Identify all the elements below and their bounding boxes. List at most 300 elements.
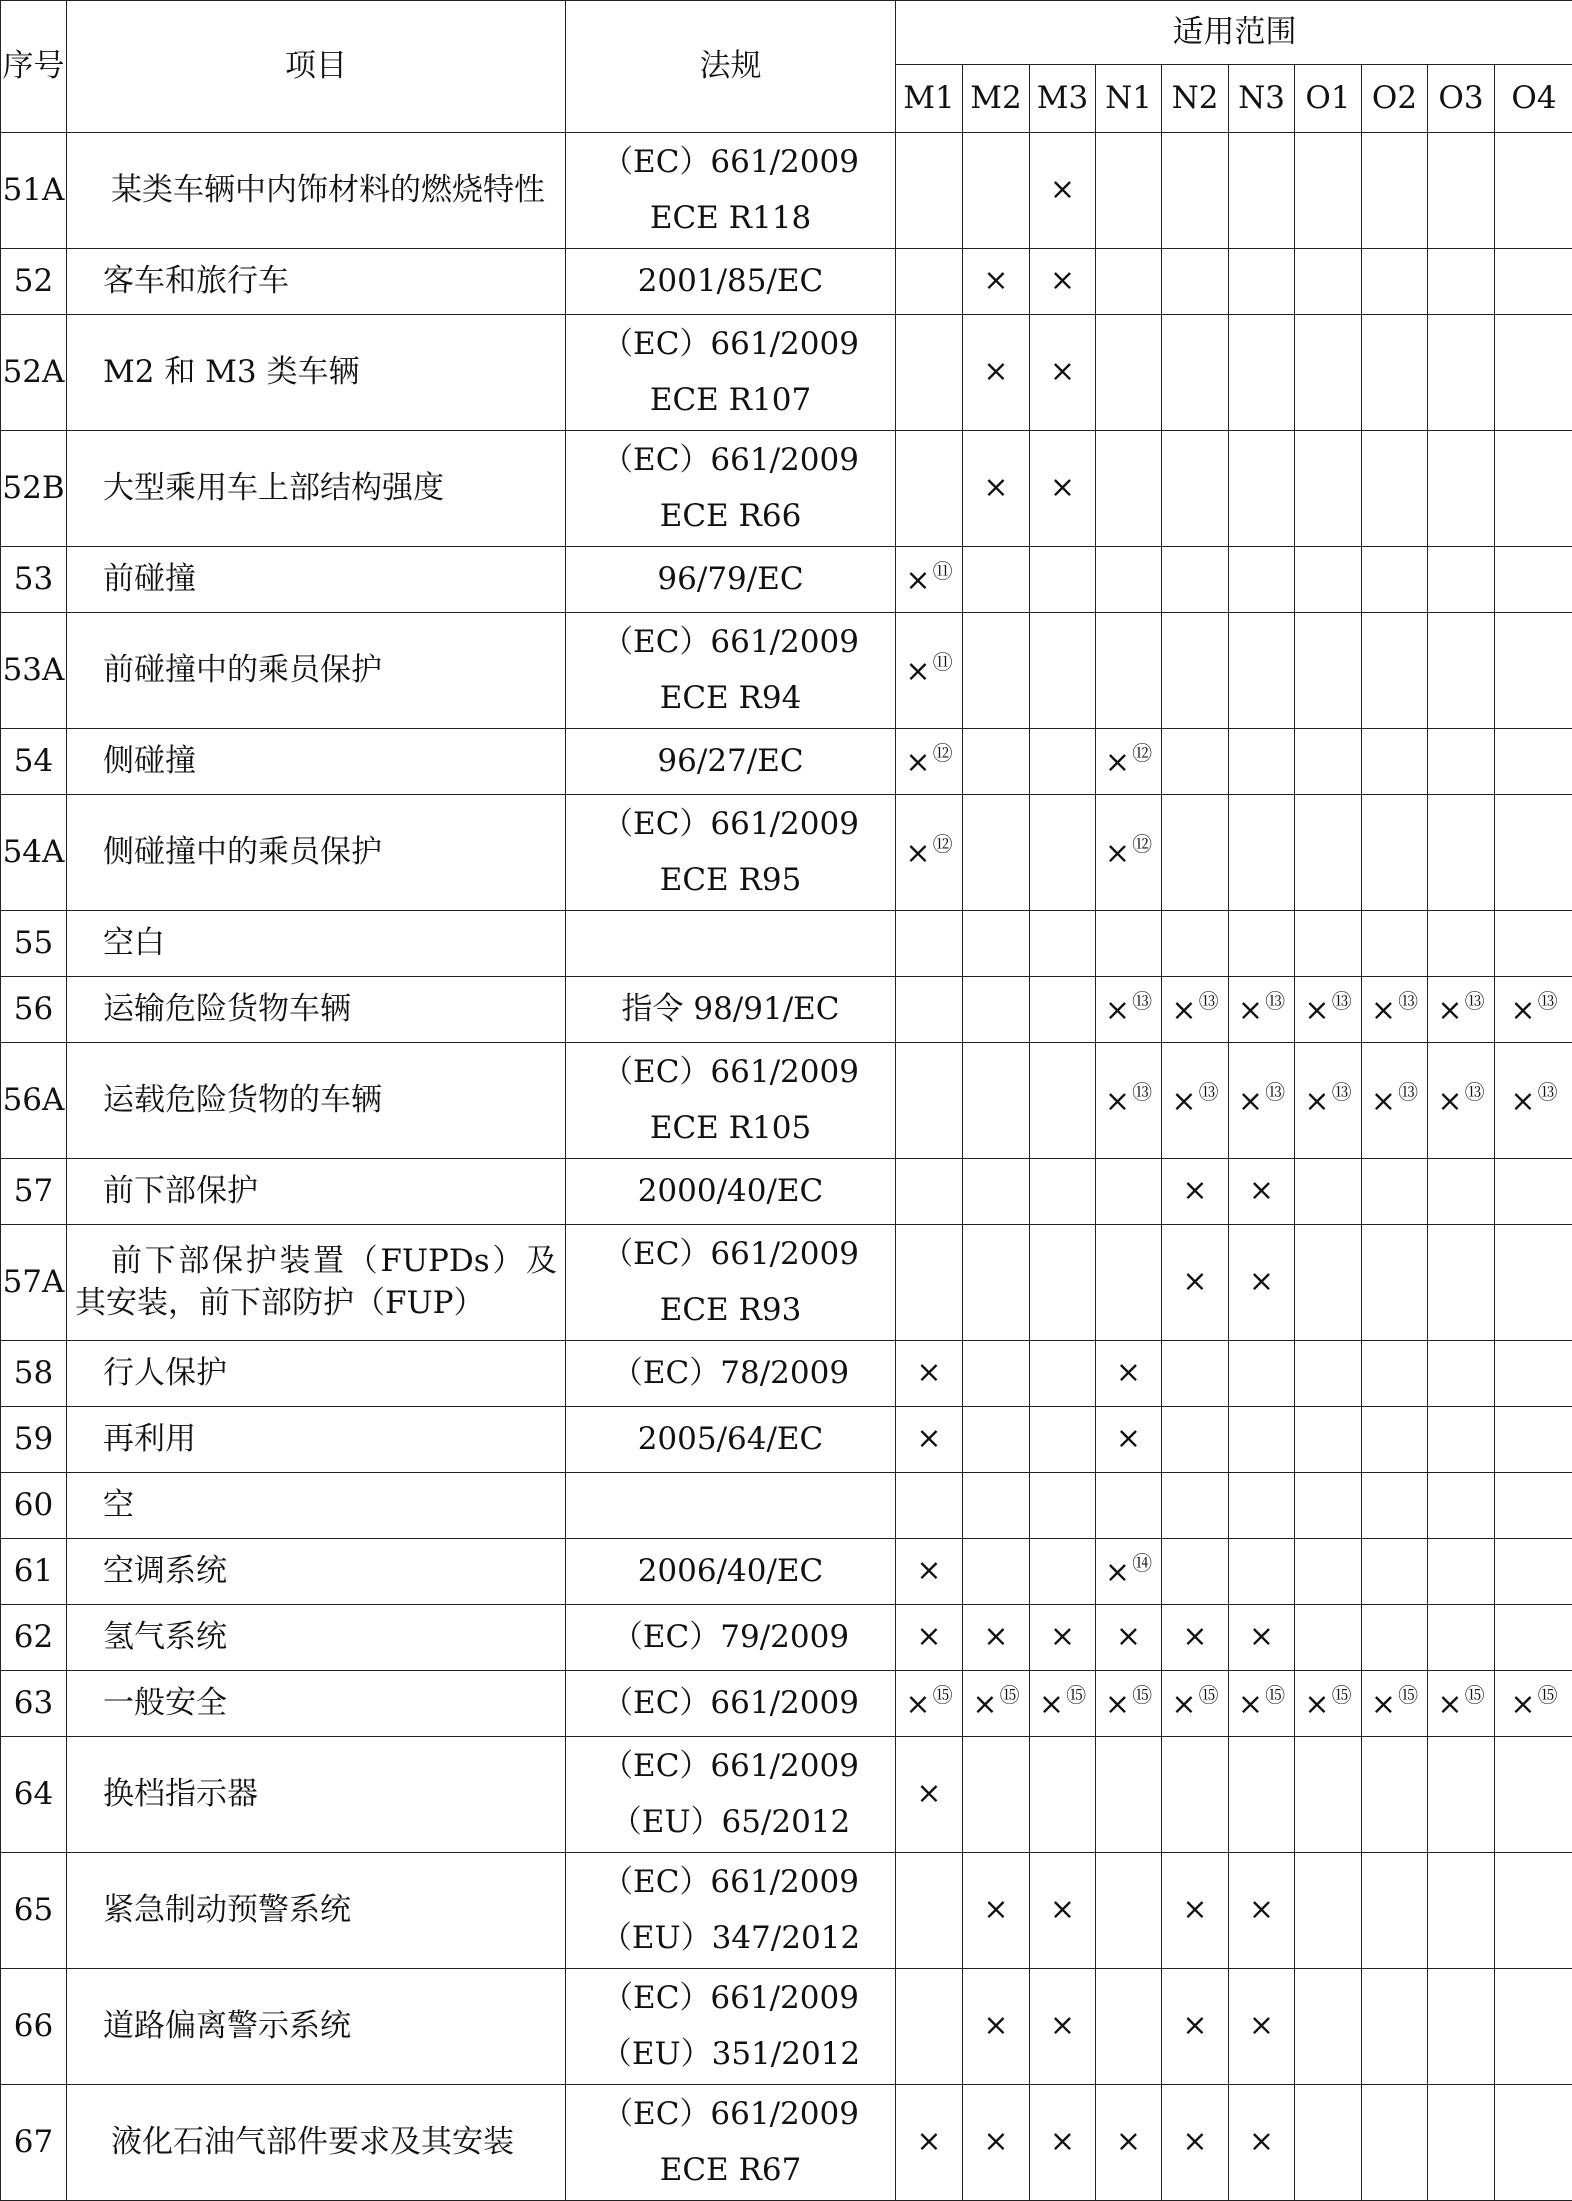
- applicability-cell: [1030, 1341, 1096, 1407]
- applicability-cell: [1362, 1159, 1428, 1225]
- applicability-cell: [1229, 729, 1295, 795]
- applicability-cell: [1030, 1043, 1096, 1159]
- row-number: 53: [1, 547, 67, 613]
- header-category: M3: [1030, 65, 1096, 133]
- applicability-cell: [1096, 1341, 1162, 1407]
- header-category: N2: [1162, 65, 1229, 133]
- footnote-ref: ⑮: [1000, 1683, 1020, 1707]
- law-line: ECE R67: [566, 2143, 895, 2199]
- applicability-cell: [896, 1341, 963, 1407]
- applicability-cell: [1229, 613, 1295, 729]
- applicability-cell: [1495, 1225, 1572, 1341]
- footnote-ref: ⑬: [1265, 1080, 1285, 1104]
- row-item: 空白: [67, 911, 566, 977]
- applicability-cell: [1362, 1737, 1428, 1853]
- footnote-ref: ⑬: [1398, 1080, 1418, 1104]
- table-row: [1, 431, 1572, 547]
- applicability-cell: [1428, 1407, 1495, 1473]
- footnote-ref: ⑮: [1398, 1683, 1418, 1707]
- row-law: [566, 1043, 896, 1159]
- row-law: [566, 547, 896, 613]
- applicability-cell: [1295, 729, 1362, 795]
- applicability-cell: [896, 729, 963, 795]
- applicability-cell: [1362, 1341, 1428, 1407]
- applicability-mark: ×: [1105, 1687, 1130, 1722]
- applicability-cell: [963, 613, 1030, 729]
- applicability-cell: [1162, 249, 1229, 315]
- applicability-cell: [1362, 977, 1428, 1043]
- applicability-cell: [1295, 977, 1362, 1043]
- table-row: [1, 1159, 1572, 1225]
- applicability-mark: ×: [1249, 1173, 1274, 1208]
- applicability-mark: ×: [1050, 2124, 1075, 2159]
- applicability-cell: [1096, 1671, 1162, 1737]
- footnote-ref: ⑮: [933, 1683, 953, 1707]
- footnote-ref: ⑬: [1538, 989, 1558, 1013]
- applicability-cell: [1162, 431, 1229, 547]
- applicability-cell: [1229, 431, 1295, 547]
- applicability-mark: ×: [1050, 263, 1075, 298]
- applicability-cell: [1295, 1473, 1362, 1539]
- applicability-mark: ×: [1510, 993, 1535, 1028]
- applicability-cell: [1030, 1225, 1096, 1341]
- law-line: （EC）661/2009: [566, 1971, 895, 2027]
- law-line: （EC）79/2009: [566, 1610, 895, 1666]
- applicability-cell: [963, 1225, 1030, 1341]
- applicability-mark: ×: [1371, 1084, 1396, 1119]
- row-law: [566, 795, 896, 911]
- applicability-cell: [1295, 1043, 1362, 1159]
- applicability-mark: ×: [1050, 172, 1075, 207]
- applicability-cell: [1030, 1671, 1096, 1737]
- row-law: [566, 431, 896, 547]
- law-line: 96/27/EC: [566, 734, 895, 790]
- applicability-mark: ×: [983, 1892, 1008, 1927]
- applicability-cell: [1030, 1853, 1096, 1969]
- law-line: ECE R66: [566, 489, 895, 545]
- law-line: （EC）661/2009: [566, 1855, 895, 1911]
- applicability-cell: [1096, 613, 1162, 729]
- row-law: [566, 911, 896, 977]
- footnote-ref: ⑬: [1398, 989, 1418, 1013]
- footnote-ref: ⑬: [1332, 1080, 1352, 1104]
- row-number: 60: [1, 1473, 67, 1539]
- applicability-cell: [963, 249, 1030, 315]
- applicability-cell: [1030, 729, 1096, 795]
- applicability-cell: [1096, 1737, 1162, 1853]
- applicability-cell: [1030, 1737, 1096, 1853]
- row-item: 空: [67, 1473, 566, 1539]
- row-item: 侧碰撞中的乘员保护: [67, 795, 566, 911]
- table-row: [1, 1043, 1572, 1159]
- applicability-mark: ×: [1304, 1687, 1329, 1722]
- applicability-cell: [1362, 1539, 1428, 1605]
- applicability-mark: ×: [905, 745, 930, 780]
- applicability-cell: [1229, 2085, 1295, 2201]
- applicability-cell: [1030, 2085, 1096, 2201]
- applicability-cell: [1096, 315, 1162, 431]
- footnote-ref: ⑫: [933, 741, 953, 765]
- header-no: 序号: [1, 1, 67, 133]
- applicability-cell: [1295, 1671, 1362, 1737]
- applicability-cell: [1495, 1407, 1572, 1473]
- applicability-cell: [896, 1737, 963, 1853]
- applicability-cell: [1162, 315, 1229, 431]
- law-line: （EC）661/2009: [566, 797, 895, 853]
- applicability-mark: ×: [916, 1355, 941, 1390]
- applicability-cell: [1362, 729, 1428, 795]
- applicability-cell: [1428, 249, 1495, 315]
- applicability-cell: [1428, 729, 1495, 795]
- applicability-cell: [1229, 1159, 1295, 1225]
- applicability-cell: [1229, 1539, 1295, 1605]
- row-number: 52B: [1, 431, 67, 547]
- footnote-ref: ⑮: [1465, 1683, 1485, 1707]
- row-law: [566, 1225, 896, 1341]
- applicability-mark: ×: [1510, 1084, 1535, 1119]
- row-number: 56A: [1, 1043, 67, 1159]
- applicability-cell: [1229, 1043, 1295, 1159]
- applicability-cell: [1428, 911, 1495, 977]
- applicability-cell: [1229, 911, 1295, 977]
- footnote-ref: ⑭: [1132, 1551, 1152, 1575]
- footnote-ref: ⑮: [1265, 1683, 1285, 1707]
- applicability-cell: [1428, 1043, 1495, 1159]
- applicability-cell: [963, 547, 1030, 613]
- applicability-cell: [896, 547, 963, 613]
- applicability-cell: [1295, 431, 1362, 547]
- applicability-cell: [1495, 315, 1572, 431]
- applicability-cell: [1295, 315, 1362, 431]
- applicability-mark: ×: [916, 1553, 941, 1588]
- applicability-cell: [896, 1539, 963, 1605]
- applicability-cell: [1162, 613, 1229, 729]
- table-row: [1, 795, 1572, 911]
- table-row: [1, 911, 1572, 977]
- applicability-cell: [1096, 249, 1162, 315]
- row-item: 空调系统: [67, 1539, 566, 1605]
- row-number: 64: [1, 1737, 67, 1853]
- table-row: [1, 249, 1572, 315]
- applicability-cell: [1295, 1737, 1362, 1853]
- applicability-cell: [1096, 1159, 1162, 1225]
- applicability-cell: [1229, 1407, 1295, 1473]
- table-body: [1, 133, 1572, 2201]
- applicability-cell: [1229, 133, 1295, 249]
- applicability-cell: [1295, 1341, 1362, 1407]
- applicability-mark: ×: [1238, 993, 1263, 1028]
- row-number: 57: [1, 1159, 67, 1225]
- applicability-mark: ×: [1171, 1084, 1196, 1119]
- row-item: M2 和 M3 类车辆: [67, 315, 566, 431]
- applicability-cell: [1162, 795, 1229, 911]
- applicability-cell: [1295, 2085, 1362, 2201]
- applicability-cell: [1030, 1473, 1096, 1539]
- row-item: 一般安全: [67, 1671, 566, 1737]
- applicability-cell: [1428, 2085, 1495, 2201]
- applicability-cell: [963, 1605, 1030, 1671]
- applicability-cell: [1428, 547, 1495, 613]
- applicability-mark: ×: [1304, 993, 1329, 1028]
- law-line: （EU）65/2012: [566, 1795, 895, 1851]
- applicability-cell: [963, 1043, 1030, 1159]
- footnote-ref: ⑬: [1132, 989, 1152, 1013]
- applicability-mark: ×: [1116, 2124, 1141, 2159]
- footnote-ref: ⑮: [1132, 1683, 1152, 1707]
- law-line: （EC）661/2009: [566, 1045, 895, 1101]
- applicability-cell: [1030, 249, 1096, 315]
- applicability-cell: [1428, 1159, 1495, 1225]
- law-line: ECE R93: [566, 1283, 895, 1339]
- applicability-cell: [1362, 911, 1428, 977]
- applicability-cell: [963, 1853, 1030, 1969]
- applicability-cell: [1428, 1969, 1495, 2085]
- row-law: [566, 1341, 896, 1407]
- applicability-cell: [1495, 1539, 1572, 1605]
- applicability-cell: [963, 1407, 1030, 1473]
- applicability-cell: [1096, 795, 1162, 911]
- applicability-cell: [1362, 431, 1428, 547]
- row-number: 65: [1, 1853, 67, 1969]
- applicability-mark: ×: [983, 2124, 1008, 2159]
- row-item: 侧碰撞: [67, 729, 566, 795]
- table-row: [1, 315, 1572, 431]
- applicability-cell: [1295, 1853, 1362, 1969]
- row-item: 客车和旅行车: [67, 249, 566, 315]
- law-line: ECE R118: [566, 191, 895, 247]
- applicability-mark: ×: [1050, 2008, 1075, 2043]
- row-number: 55: [1, 911, 67, 977]
- applicability-cell: [1428, 613, 1495, 729]
- applicability-cell: [1162, 729, 1229, 795]
- applicability-cell: [1428, 133, 1495, 249]
- applicability-cell: [1295, 249, 1362, 315]
- table-row: [1, 1605, 1572, 1671]
- applicability-cell: [1495, 911, 1572, 977]
- law-line: （EC）661/2009: [566, 433, 895, 489]
- applicability-cell: [1162, 1225, 1229, 1341]
- applicability-cell: [896, 1407, 963, 1473]
- law-line: （EC）661/2009: [566, 317, 895, 373]
- footnote-ref: ⑬: [1199, 1080, 1219, 1104]
- applicability-cell: [1362, 795, 1428, 911]
- footnote-ref: ⑮: [1199, 1683, 1219, 1707]
- row-item: 运输危险货物车辆: [67, 977, 566, 1043]
- applicability-cell: [1096, 1043, 1162, 1159]
- applicability-cell: [1295, 1407, 1362, 1473]
- law-line: （EC）661/2009: [566, 615, 895, 671]
- applicability-cell: [963, 977, 1030, 1043]
- footnote-ref: ⑫: [1132, 832, 1152, 856]
- law-line: 2001/85/EC: [566, 254, 895, 310]
- applicability-mark: ×: [916, 1619, 941, 1654]
- applicability-cell: [1362, 1225, 1428, 1341]
- applicability-mark: ×: [1182, 1264, 1207, 1299]
- applicability-cell: [896, 1225, 963, 1341]
- applicability-cell: [1495, 1671, 1572, 1737]
- applicability-mark: ×: [1050, 470, 1075, 505]
- applicability-cell: [1295, 1605, 1362, 1671]
- applicability-cell: [1495, 1473, 1572, 1539]
- applicability-mark: ×: [1249, 2008, 1274, 2043]
- applicability-cell: [1362, 1407, 1428, 1473]
- applicability-mark: ×: [1171, 993, 1196, 1028]
- applicability-cell: [1096, 729, 1162, 795]
- applicability-cell: [1229, 1605, 1295, 1671]
- row-law: [566, 977, 896, 1043]
- applicability-cell: [1229, 977, 1295, 1043]
- applicability-cell: [1428, 977, 1495, 1043]
- applicability-mark: ×: [1116, 1619, 1141, 1654]
- applicability-cell: [1362, 133, 1428, 249]
- footnote-ref: ⑫: [1132, 741, 1152, 765]
- row-law: [566, 1473, 896, 1539]
- applicability-cell: [896, 1853, 963, 1969]
- law-line: ECE R105: [566, 1101, 895, 1157]
- applicability-mark: ×: [905, 563, 930, 598]
- applicability-cell: [1096, 1605, 1162, 1671]
- applicability-mark: ×: [1249, 1264, 1274, 1299]
- applicability-mark: ×: [916, 1421, 941, 1456]
- row-number: 56: [1, 977, 67, 1043]
- row-item: 前下部保护装置（FUPDs）及其安装，前下部防护（FUP）: [67, 1225, 566, 1341]
- table-row: [1, 1341, 1572, 1407]
- row-number: 58: [1, 1341, 67, 1407]
- applicability-cell: [1229, 1969, 1295, 2085]
- applicability-cell: [1362, 1671, 1428, 1737]
- header-category: M1: [896, 65, 963, 133]
- law-line: 2005/64/EC: [566, 1412, 895, 1468]
- applicability-mark: ×: [1304, 1084, 1329, 1119]
- applicability-mark: ×: [983, 1619, 1008, 1654]
- law-line: ECE R107: [566, 373, 895, 429]
- applicability-mark: ×: [983, 2008, 1008, 2043]
- applicability-cell: [1096, 133, 1162, 249]
- row-item: 紧急制动预警系统: [67, 1853, 566, 1969]
- applicability-cell: [1362, 2085, 1428, 2201]
- applicability-cell: [1096, 1969, 1162, 2085]
- applicability-cell: [1428, 315, 1495, 431]
- applicability-cell: [1495, 1159, 1572, 1225]
- header-category: M2: [963, 65, 1030, 133]
- row-law: [566, 1853, 896, 1969]
- applicability-cell: [896, 613, 963, 729]
- applicability-cell: [1495, 729, 1572, 795]
- applicability-cell: [896, 315, 963, 431]
- applicability-cell: [1229, 547, 1295, 613]
- applicability-cell: [1162, 1671, 1229, 1737]
- applicability-cell: [963, 133, 1030, 249]
- table-row: [1, 2085, 1572, 2201]
- applicability-cell: [1362, 1605, 1428, 1671]
- applicability-mark: ×: [905, 654, 930, 689]
- row-item: 再利用: [67, 1407, 566, 1473]
- applicability-cell: [1229, 249, 1295, 315]
- applicability-cell: [963, 431, 1030, 547]
- table-row: [1, 977, 1572, 1043]
- applicability-cell: [1362, 1853, 1428, 1969]
- applicability-cell: [963, 1969, 1030, 2085]
- applicability-cell: [1495, 249, 1572, 315]
- applicability-cell: [1096, 1539, 1162, 1605]
- applicability-cell: [1096, 1407, 1162, 1473]
- applicability-cell: [963, 1539, 1030, 1605]
- applicability-cell: [1495, 1605, 1572, 1671]
- applicability-cell: [1362, 249, 1428, 315]
- table-row: [1, 1969, 1572, 2085]
- applicability-mark: ×: [1116, 1355, 1141, 1390]
- row-number: 61: [1, 1539, 67, 1605]
- applicability-cell: [1229, 315, 1295, 431]
- applicability-cell: [963, 729, 1030, 795]
- header-category: N3: [1229, 65, 1295, 133]
- applicability-mark: ×: [1182, 1892, 1207, 1927]
- applicability-cell: [1162, 133, 1229, 249]
- header-law: 法规: [566, 1, 896, 133]
- row-law: [566, 2085, 896, 2201]
- applicability-cell: [1030, 431, 1096, 547]
- applicability-cell: [1495, 1969, 1572, 2085]
- applicability-cell: [1030, 547, 1096, 613]
- applicability-cell: [1295, 613, 1362, 729]
- applicability-mark: ×: [1050, 1892, 1075, 1927]
- footnote-ref: ⑬: [1265, 989, 1285, 1013]
- applicability-cell: [896, 249, 963, 315]
- applicability-cell: [896, 1605, 963, 1671]
- applicability-cell: [963, 315, 1030, 431]
- row-number: 67: [1, 2085, 67, 2201]
- law-line: 2006/40/EC: [566, 1544, 895, 1600]
- row-law: [566, 1407, 896, 1473]
- applicability-cell: [1162, 1473, 1229, 1539]
- applicability-cell: [1428, 1539, 1495, 1605]
- applicability-cell: [896, 1671, 963, 1737]
- applicability-cell: [1295, 547, 1362, 613]
- applicability-cell: [1495, 431, 1572, 547]
- applicability-cell: [1162, 977, 1229, 1043]
- applicability-cell: [1229, 795, 1295, 911]
- applicability-mark: ×: [983, 263, 1008, 298]
- applicability-cell: [1229, 1341, 1295, 1407]
- applicability-cell: [896, 1159, 963, 1225]
- applicability-cell: [896, 795, 963, 911]
- row-number: 52: [1, 249, 67, 315]
- applicability-mark: ×: [983, 470, 1008, 505]
- applicability-cell: [963, 1671, 1030, 1737]
- row-law: [566, 1969, 896, 2085]
- applicability-cell: [963, 1737, 1030, 1853]
- applicability-cell: [1162, 1159, 1229, 1225]
- row-law: [566, 133, 896, 249]
- applicability-cell: [1428, 431, 1495, 547]
- applicability-cell: [1162, 1043, 1229, 1159]
- applicability-mark: ×: [1371, 1687, 1396, 1722]
- applicability-mark: ×: [1182, 1173, 1207, 1208]
- applicability-mark: ×: [905, 836, 930, 871]
- applicability-cell: [1495, 1853, 1572, 1969]
- applicability-cell: [1495, 1043, 1572, 1159]
- row-item: 大型乘用车上部结构强度: [67, 431, 566, 547]
- applicability-cell: [1096, 431, 1162, 547]
- row-law: [566, 1671, 896, 1737]
- applicability-cell: [1428, 1341, 1495, 1407]
- applicability-mark: ×: [1510, 1687, 1535, 1722]
- applicability-mark: ×: [905, 1687, 930, 1722]
- applicability-mark: ×: [1437, 993, 1462, 1028]
- applicability-cell: [1495, 133, 1572, 249]
- applicability-cell: [896, 1473, 963, 1539]
- row-item: 前下部保护: [67, 1159, 566, 1225]
